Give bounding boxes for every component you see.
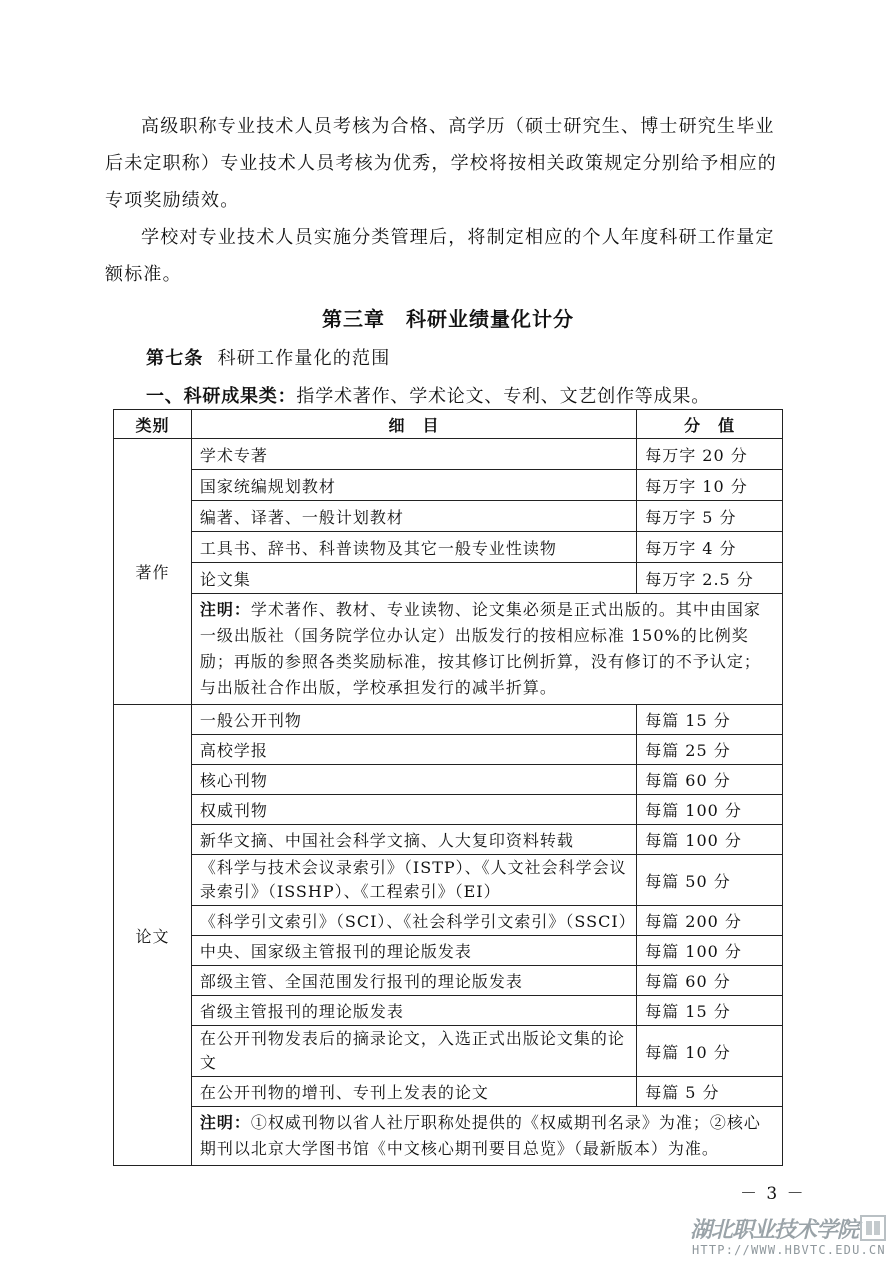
table-row — [114, 825, 783, 855]
row-value: 每万字 5 分 — [637, 501, 783, 532]
row-value: 每万字 10 分 — [637, 470, 783, 501]
row-value: 每篇 60 分 — [637, 966, 783, 996]
watermark-logo: 湖北职业技术学院 — [690, 1217, 859, 1243]
article-title: 科研工作量化的范围 — [217, 348, 391, 369]
row-item: 高校学报 — [191, 735, 636, 765]
row-value: 每篇 15 分 — [637, 996, 783, 1026]
row-item: 省级主管报刊的理论版发表 — [191, 996, 636, 1026]
table-row — [114, 1026, 783, 1077]
row-item: 学术专著 — [191, 439, 636, 470]
table-row — [114, 470, 783, 501]
category-books: 著作 — [114, 439, 192, 705]
row-value: 每万字 2.5 分 — [637, 563, 783, 594]
table-note-row — [114, 594, 783, 705]
table-row — [114, 855, 783, 906]
seal-icon — [860, 1215, 886, 1241]
table-row — [114, 795, 783, 825]
row-item: 新华文摘、中国社会科学文摘、人大复印资料转载 — [191, 825, 636, 855]
row-item: 权威刊物 — [191, 795, 636, 825]
section-title: 一、科研成果类： — [146, 386, 297, 407]
row-item: 在公开刊物发表后的摘录论文，入选正式出版论文集的论文 — [191, 1026, 636, 1077]
table-row — [114, 996, 783, 1026]
row-value: 每篇 100 分 — [637, 825, 783, 855]
table-row — [114, 1077, 783, 1107]
watermark — [690, 1213, 890, 1263]
table-row — [114, 439, 783, 470]
table-row — [114, 705, 783, 735]
row-item: 《科学与技术会议录索引》（ISTP）、《人文社会科学会议录索引》（ISSHP）、《工程索引》（EI） — [191, 855, 636, 906]
note-label: 注明： — [199, 1113, 251, 1132]
table-row — [114, 765, 783, 795]
row-value: 每篇 100 分 — [637, 936, 783, 966]
row-value: 每篇 5 分 — [637, 1077, 783, 1107]
table-row — [114, 501, 783, 532]
row-value: 每篇 15 分 — [637, 705, 783, 735]
table-note-row — [114, 1107, 783, 1166]
table-row — [114, 532, 783, 563]
chapter-title: 第三章 科研业绩量化计分 — [322, 307, 574, 331]
table-row — [114, 563, 783, 594]
row-value: 每篇 50 分 — [637, 855, 783, 906]
row-item: 国家统编规划教材 — [191, 470, 636, 501]
table-row — [114, 735, 783, 765]
row-item: 部级主管、全国范围发行报刊的理论版发表 — [191, 966, 636, 996]
section-text: 指学术著作、学术论文、专利、文艺创作等成果。 — [296, 386, 711, 407]
row-value: 每篇 200 分 — [637, 906, 783, 936]
table-header-row — [114, 410, 783, 439]
section-heading — [146, 382, 710, 408]
table-row — [114, 936, 783, 966]
header-value: 分 值 — [637, 410, 783, 439]
row-item: 编著、译著、一般计划教材 — [191, 501, 636, 532]
watermark-url: HTTP://WWW.HBVTC.EDU.CN — [692, 1243, 886, 1257]
row-item: 工具书、辞书、科普读物及其它一般专业性读物 — [191, 532, 636, 563]
table-row — [114, 906, 783, 936]
page-number: － 3 － — [740, 1184, 806, 1204]
row-value: 每篇 10 分 — [637, 1026, 783, 1077]
header-category: 类别 — [114, 410, 192, 439]
row-value: 每篇 100 分 — [637, 795, 783, 825]
score-table — [113, 409, 783, 1166]
row-item: 在公开刊物的增刊、专刊上发表的论文 — [191, 1077, 636, 1107]
row-value: 每万字 20 分 — [637, 439, 783, 470]
row-item: 《科学引文索引》（SCI）、《社会科学引文索引》（SSCI） — [191, 906, 636, 936]
row-item: 中央、国家级主管报刊的理论版发表 — [191, 936, 636, 966]
note-papers — [191, 1107, 782, 1166]
note-books — [191, 594, 782, 705]
category-papers: 论文 — [114, 705, 192, 1166]
note-label: 注明： — [199, 600, 251, 619]
row-value: 每篇 25 分 — [637, 735, 783, 765]
row-value: 每万字 4 分 — [637, 532, 783, 563]
row-item: 核心刊物 — [191, 765, 636, 795]
row-value: 每篇 60 分 — [637, 765, 783, 795]
table-row — [114, 966, 783, 996]
row-item: 论文集 — [191, 563, 636, 594]
article-heading — [146, 344, 390, 370]
paragraph-quota: 学校对专业技术人员实施分类管理后，将制定相应的个人年度科研工作量定额标准。 — [105, 227, 775, 285]
row-item: 一般公开刊物 — [191, 705, 636, 735]
article-number: 第七条 — [146, 348, 204, 369]
note-text: ①权威刊物以省人社厅职称处提供的《权威期刊名录》为准；②核心期刊以北京大学图书馆《中文核心期刊要目总览》（最新版本）为准。 — [199, 1113, 761, 1158]
paragraph-award: 高级职称专业技术人员考核为合格、高学历（硕士研究生、博士研究生毕业后未定职称）专业技术人员考核为优秀，学校将按相关政策规定分别给予相应的专项奖励绩效。 — [105, 116, 777, 211]
header-item: 细 目 — [191, 410, 636, 439]
note-text: 学术著作、教材、专业读物、论文集必须是正式出版的。其中由国家一级出版社（国务院学位办认定）出版发行的按相应标准 150%的比例奖励；再版的参照各类奖励标准，按其修订比例折算，没有修订的不予认定；与出版社合作出版，学校承担发行的减半折算。 — [199, 600, 761, 697]
